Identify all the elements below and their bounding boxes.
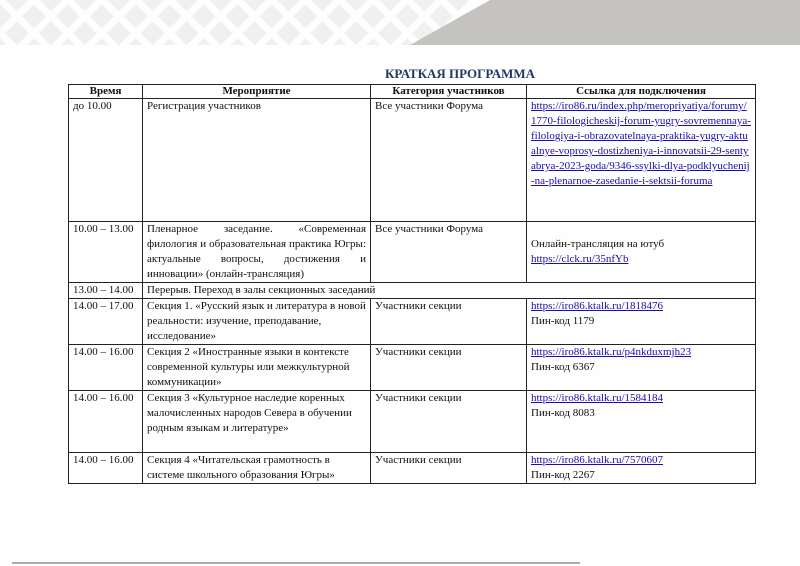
time-cell: 14.00 – 16.00 <box>69 453 143 484</box>
event-cell: Пленарное заседание. «Современная филология и образовательная практика Югры: актуальные вопросы, достижения и инновации» (онлайн-трансляция) <box>143 222 371 283</box>
link-cell <box>527 391 756 453</box>
footer-divider <box>12 562 580 564</box>
header-category: Категория участников <box>371 85 527 99</box>
link-cell <box>527 453 756 484</box>
stream-note: Онлайн-трансляция на ютуб <box>531 238 665 250</box>
table-header-row <box>69 85 756 99</box>
event-cell: Секция 4 «Читательская грамотность в системе школьного образования Югры» <box>143 453 371 484</box>
header-event: Мероприятие <box>143 85 371 99</box>
table-row <box>69 283 756 299</box>
forum-link[interactable]: https://iro86.ru/index.php/meropriyatiya/forumy/1770-filologicheskij-forum-yugry-sovremennaya-filologiya-i-obrazovatelnaya-praktika-yugry-aktualnye-voprosy-dostizheniya-i-innovatsii-29-sentyabrya-2023-goda/9346-ssylki-dlya-podklyuchenij-na-plenarnoe-zasedanie-i-sektsii-foruma <box>531 100 751 187</box>
event-cell: Секция 2 «Иностранные языки в контексте современной культуры или межкультурной коммуникации» <box>143 345 371 391</box>
table-row <box>69 453 756 484</box>
link-cell <box>527 99 756 222</box>
time-cell: 14.00 – 16.00 <box>69 345 143 391</box>
table-row <box>69 222 756 283</box>
table-row <box>69 99 756 222</box>
section-link[interactable]: https://iro86.ktalk.ru/7570607 <box>531 454 663 466</box>
link-cell <box>527 222 756 283</box>
section-link[interactable]: https://iro86.ktalk.ru/p4nkduxmjh23 <box>531 346 692 358</box>
pin-code: Пин-код 6367 <box>531 361 595 373</box>
page-title: КРАТКАЯ ПРОГРАММА <box>384 66 536 81</box>
time-cell: 14.00 – 17.00 <box>69 299 143 345</box>
pin-code: Пин-код 2267 <box>531 469 595 481</box>
event-cell: Регистрация участников <box>143 99 371 222</box>
category-cell: Участники секции <box>371 299 527 345</box>
youtube-link[interactable]: https://clck.ru/35nfYb <box>531 253 629 265</box>
time-cell: 13.00 – 14.00 <box>69 283 143 299</box>
category-cell: Участники секции <box>371 345 527 391</box>
program-table <box>68 84 756 484</box>
time-cell: 14.00 – 16.00 <box>69 391 143 453</box>
section-link[interactable]: https://iro86.ktalk.ru/1818476 <box>531 300 663 312</box>
link-cell <box>527 345 756 391</box>
event-cell: Секция 1. «Русский язык и литература в новой реальности: изучение, преподавание, исследование» <box>143 299 371 345</box>
pin-code: Пин-код 8083 <box>531 407 595 419</box>
header-decoration <box>0 0 800 72</box>
table-row <box>69 391 756 453</box>
time-cell: до 10.00 <box>69 99 143 222</box>
event-cell: Перерыв. Переход в залы секционных заседаний <box>143 283 756 299</box>
category-cell: Все участники Форума <box>371 99 527 222</box>
category-cell: Все участники Форума <box>371 222 527 283</box>
link-cell <box>527 299 756 345</box>
section-link[interactable]: https://iro86.ktalk.ru/1584184 <box>531 392 663 404</box>
time-cell: 10.00 – 13.00 <box>69 222 143 283</box>
table-row <box>69 299 756 345</box>
header-link: Ссылка для подключения <box>527 85 756 99</box>
pin-code: Пин-код 1179 <box>531 315 595 327</box>
table-row <box>69 345 756 391</box>
category-cell: Участники секции <box>371 453 527 484</box>
category-cell: Участники секции <box>371 391 527 453</box>
header-time: Время <box>69 85 143 99</box>
event-cell: Секция 3 «Культурное наследие коренных малочисленных народов Севера в обучении родным языкам и литературе» <box>143 391 371 453</box>
